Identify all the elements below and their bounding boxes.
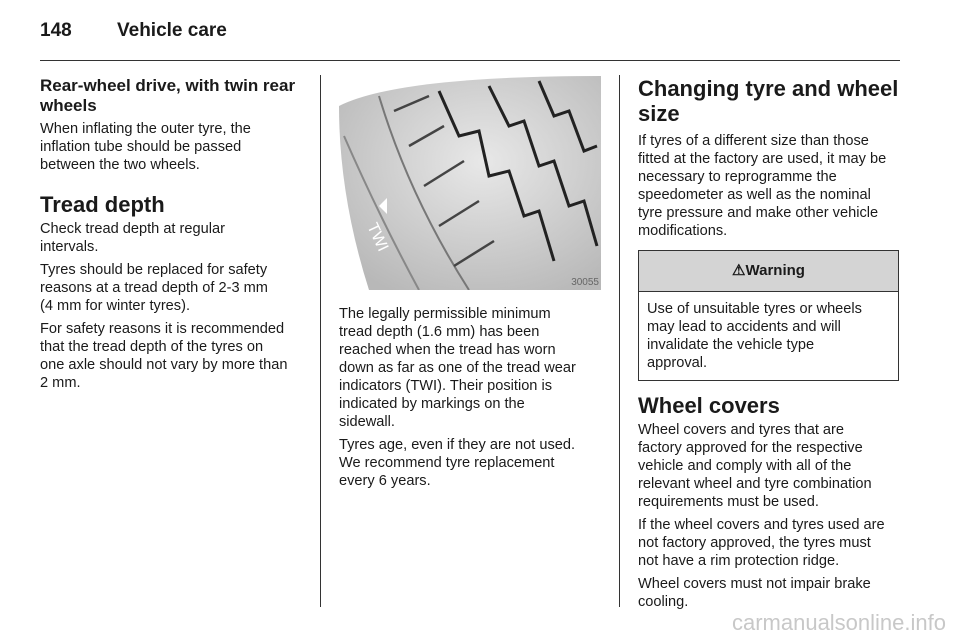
header-rule (40, 60, 900, 61)
column-3 (638, 76, 902, 616)
warning-header (639, 251, 898, 292)
figure-number: 30055 (571, 277, 599, 288)
heading-wheel-covers: Wheel covers (638, 393, 780, 418)
column-divider (619, 75, 620, 607)
paragraph: Tyres age, even if they are not used. We recommend tyre replacement every 6 years. (339, 437, 576, 489)
section-title: Vehicle care (117, 20, 227, 41)
paragraph: When inflating the outer tyre, the inflation tube should be passed between the two wheels. (40, 121, 251, 173)
warning-title: Warning (745, 262, 805, 279)
paragraph: Tyres should be replaced for safety reasons at a tread depth of 2-3 mm (4 mm for winter tyres). (40, 262, 268, 314)
heading-rear-wheel-drive: Rear-wheel drive, with twin rear wheels (40, 76, 296, 115)
page-number: 148 (40, 20, 72, 41)
paragraph: Wheel covers and tyres that are factory approved for the respective vehicle and comply with all of the relevant wheel and tyre combination requirements must be used. (638, 422, 872, 510)
paragraph: If the wheel covers and tyres used are not factory approved, the tyres must not have a rim protection ridge. (638, 517, 885, 569)
column-divider (320, 75, 321, 607)
heading-changing-tyre-size: Changing tyre and wheel size (638, 76, 899, 126)
twi-label: TWI (363, 220, 392, 255)
warning-triangle-icon: ⚠ (732, 262, 746, 279)
heading-tread-depth: Tread depth (40, 192, 165, 217)
paragraph: Wheel covers must not impair brake cooling. (638, 576, 871, 610)
column-2 (339, 76, 603, 495)
paragraph: Check tread depth at regular intervals. (40, 221, 225, 255)
paragraph: For safety reasons it is recommended that the tread depth of the tyres on one axle should not vary by more than 2 mm. (40, 321, 288, 391)
warning-text: Use of unsuitable tyres or wheels may lead to accidents and will invalidate the vehicle type approval. (647, 301, 862, 371)
watermark: carmanualsonline.info (731, 610, 946, 635)
column-1 (40, 76, 312, 397)
paragraph: The legally permissible minimum tread depth (1.6 mm) has been reached when the tread has worn down as far as one of the tread wear indicators (TWI). Their position is indicated by markings on the sidewall. (339, 306, 576, 430)
tread-wear-indicator-illustration (339, 76, 601, 290)
paragraph: If tyres of a different size than those fitted at the factory are used, it may be necessary to reprogramme the speedometer as well as the nominal tyre pressure and make other vehicle modifications. (638, 133, 887, 239)
warning-box (638, 250, 899, 381)
